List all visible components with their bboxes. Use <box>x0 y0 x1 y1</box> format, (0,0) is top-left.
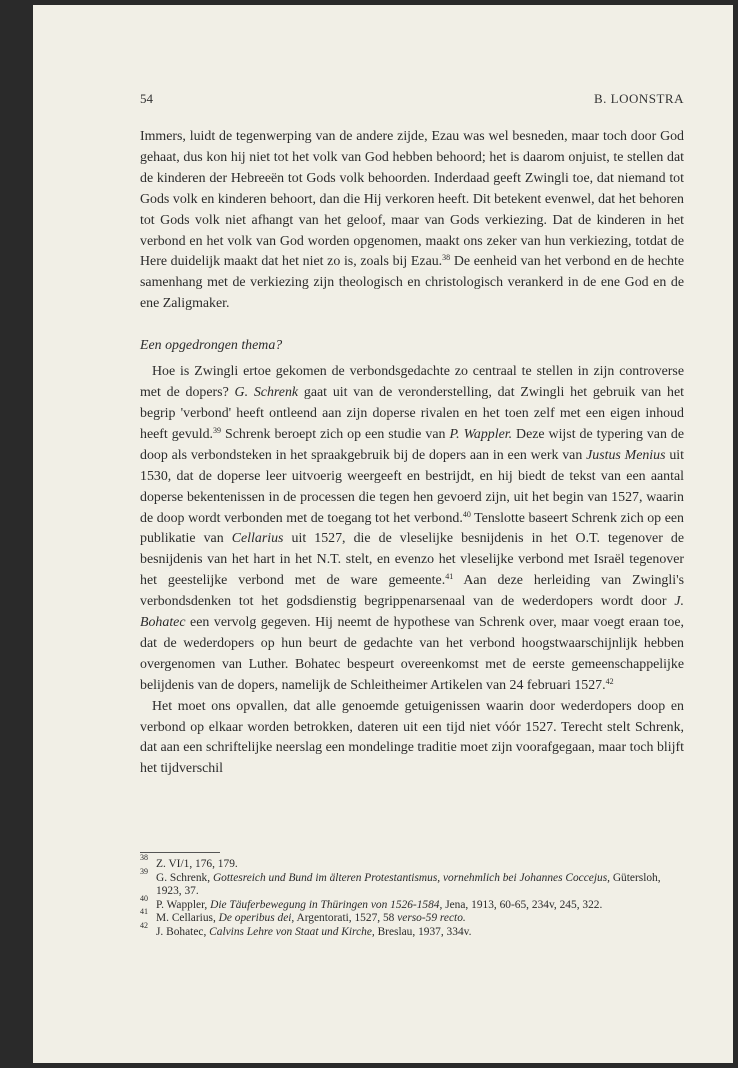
author-name: Justus Menius <box>586 447 666 463</box>
footnote-41: 41 M. Cellarius, De operibus dei, Argentorati, 1527, 58 verso-59 recto. <box>140 907 466 925</box>
footnote-39: 39 G. Schrenk, Gottesreich und Bund im älteren Protestantismus, vornehmlich bei Johannes Coccejus, Gütersloh, 1923, 37. <box>140 866 661 898</box>
author-name: G. Schrenk <box>234 385 299 401</box>
page-number: 54 <box>140 91 153 106</box>
footnote-ref-42[interactable]: 42 <box>605 676 614 686</box>
section-heading: Een opgedrongen thema? <box>140 338 283 354</box>
footnotes <box>140 853 684 940</box>
paragraph-2: Hoe is Zwingli ertoe gekomen de verbondsgedachte zo centraal te stellen in zijn controverse met de dopers? G. Schrenk gaat uit van de veronderstelling, dat Zwingli het gebruik van het begrip 'verbond' heeft ontleend aan zijn doperse rivalen en het toen zelf met een eigen inhoud heeft gevuld.$^{39}$ Schrenk beroept zich op een studie van P. Wappler. Deze wijst de typering van de doop als verbondsteken in het spraakgebruik bij de dopers aan in een werk van Justus Menius uit 1530, dat de doperse leer uitvoerig weergeeft en bestrijdt, en hij biedt de tekst van een aantal doperse bekentenissen in de processen die tegen hen gevoerd zijn, uit het begin van 1527, waarin de doop wordt verbonden met de toegang tot het verbond.$^{40}$ Tenslotte baseert Schrenk zich op een publikatie van Cellarius uit 1527, die de vleselijke besnijdenis in het O.T. tegenover de besnijdenis van het hart in het N.T. stelt, en evenzo het vleselijke verbond met Israël tegenover het geestelijke verbond met de ware gemeente.$^{41}$ Aan deze herleiding van Zwingli's verbondsdenken tot het godsdienstig begrippenarsenaal van de wederdopers wordt door J. Bohatec een vervolg gegeven. Hij neemt de hypothese van Schrenk over, maar voegt eraan toe, dat de wederdopers op hun beurt de gedachte van het verbond hoogstwaarschijnlijk hebben overgenomen van Luther. Bohatec bespeurt overeenkomst met de eerste gemeenschappelijke belijdenis van de dopers, namelijk de Schleitheimer Artikelen van 24 februari 1527.42 <box>140 364 684 693</box>
paragraph-1: Immers, luidt de tegenwerping van de andere zijde, Ezau was wel besneden, maar toch door God gehaat, dus kon hij niet tot het volk van God hebben behoord; het is daarom onjuist, te stellen dat de kinderen der Hebreeën tot Gods volk behoorden. Inderdaad geeft Zwingli toe, dat niemand tot Gods volk en kinderen behoort, dan die Hij verkoren heeft. Dit betekent evenwel, dat het behoren tot Gods volk niet afhangt van het geloof, maar van Gods verkiezing. Dat de kinderen in het verbond en het volk van God worden opgenomen, maakt ons zeker van hun verkiezing, totdat de Here duidelijk maakt dat het niet zo is, zoals bij Ezau.$^{38}$ De eenheid van het verbond en de hechte samenhang met de verkiezing zijn theologisch en christologisch verankerd in de ene God en de ene Zaligmaker. <box>140 129 685 312</box>
book-page <box>33 5 733 1063</box>
running-author: B. LOONSTRA <box>593 91 684 106</box>
footnote-42: 42 J. Bohatec, Calvins Lehre von Staat und Kirche, Breslau, 1937, 334v. <box>140 920 472 938</box>
body-text <box>140 127 684 780</box>
footnote-divider <box>140 852 220 853</box>
footnote-ref-38[interactable]: 38 <box>442 253 451 263</box>
paragraph-3: Het moet ons opvallen, dat alle genoemde getuigenissen waarin door wederdopers doop en verbond op elkaar worden betrokken, dateren uit een tijd niet vóór 1527. Terecht stelt Schrenk, dat aan een schriftelijke neerslag een mondelinge traditie moet zijn voorafgegaan, maar toch blijft het tijdverschil <box>140 698 684 777</box>
author-name: Cellarius <box>231 531 284 547</box>
footnote-ref-39[interactable]: 39 <box>213 425 222 435</box>
footnote-ref-40[interactable]: 40 <box>462 509 471 519</box>
author-name: J. Bohatec <box>140 594 684 631</box>
author-name: P. Wappler. <box>449 426 513 442</box>
footnote-ref-41[interactable]: 41 <box>445 572 454 582</box>
footnote-40: 40 P. Wappler, Die Täuferbewegung in Thüringen von 1526-1584, Jena, 1913, 60-65, 234v, 245, 322. <box>140 893 603 911</box>
footnote-38: 38 Z. VI/1, 176, 179. <box>140 853 238 870</box>
running-header <box>140 91 684 111</box>
